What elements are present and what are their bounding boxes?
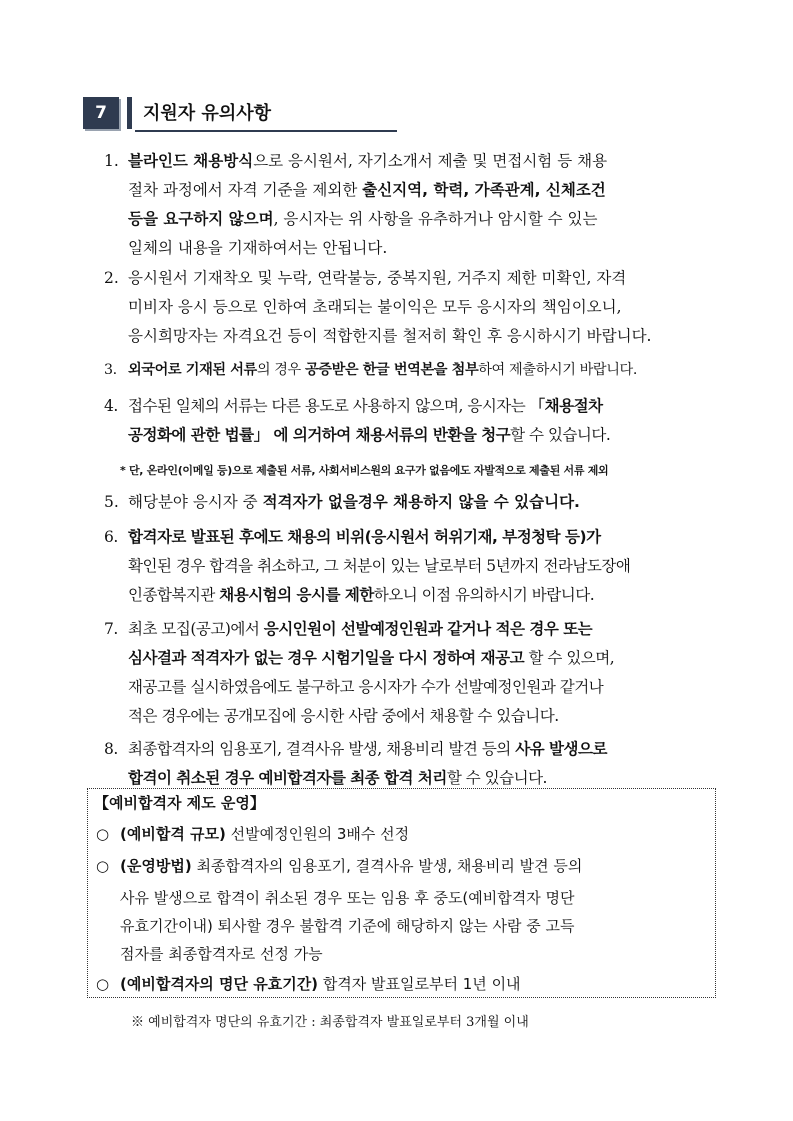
item-line xyxy=(104,147,724,176)
emphasis-text: 외국어로 기재된 서류 xyxy=(128,362,257,378)
item-line xyxy=(104,293,724,322)
item-line xyxy=(104,176,724,205)
item-line xyxy=(104,702,724,731)
body-text: 절차 과정에서 자격 기준을 제외한 xyxy=(128,181,363,199)
body-text: 하여 제출하시기 바랍니다. xyxy=(478,362,637,378)
item-line xyxy=(104,488,724,517)
item-line xyxy=(104,234,724,263)
body-text: 할 수 있습니다. xyxy=(446,769,547,787)
body-text: 선발예정인원의 3배수 선정 xyxy=(225,825,410,843)
notice-item-1 xyxy=(104,147,724,263)
notice-item-3 xyxy=(104,356,724,385)
emphasis-text: 채용시험의 응시를 제한 xyxy=(219,586,374,604)
item-number: 6. xyxy=(104,528,118,546)
validity-note: ※ 예비합격자 명단의 유효기간 : 최종합격자 발표일로부터 3개월 이내 xyxy=(131,1015,529,1030)
item-line xyxy=(104,523,724,552)
body-text: 해당분야 응시자 중 xyxy=(128,493,263,511)
bullet-circle-icon: ○ xyxy=(96,975,110,993)
notice-item-6 xyxy=(104,523,724,610)
body-text: 확인된 경우 합격을 취소하고, 그 처분이 있는 날로부터 5년까지 전라남도장애 xyxy=(128,557,631,575)
item-line xyxy=(104,205,724,234)
body-text: 재공고를 실시하였음에도 불구하고 응시자가 수가 선발예정인원과 같거나 xyxy=(128,678,604,696)
body-text: 접수된 일체의 서류는 다른 용도로 사용하지 않으며, 응시자는 xyxy=(128,397,530,415)
item-number: 1. xyxy=(104,152,119,170)
item-4-footnote: * 단, 온라인(이메일 등)으로 제출된 서류, 사회서비스원의 요구가 없음에도 자발적으로 제출된 서류 제외 xyxy=(120,464,609,477)
body-text: 최종합격자의 임용포기, 결격사유 발생, 채용비리 발견 등의 xyxy=(128,740,516,758)
item-line xyxy=(104,264,724,293)
notice-item-7 xyxy=(104,615,724,731)
body-text: 할 수 있습니다. xyxy=(510,426,611,444)
emphasis-text: 공증받은 한글 번역본을 첨부 xyxy=(304,362,479,378)
reserve-row-1 xyxy=(96,823,409,844)
section-number-badge: 7 xyxy=(83,97,119,129)
emphasis-text: (운영방법) xyxy=(120,857,192,875)
item-line xyxy=(104,644,724,673)
body-text: , 응시자는 위 사항을 유추하거나 암시할 수 있는 xyxy=(273,210,598,228)
item-number: 7. xyxy=(104,620,118,638)
section-title: 지원자 유의사항 xyxy=(143,103,271,124)
notice-item-4 xyxy=(104,392,724,450)
reserve-box-title: 【예비합격자 제도 운영】 xyxy=(94,794,265,812)
body-text: 최종합격자의 임용포기, 결격사유 발생, 채용비리 발견 등의 xyxy=(191,857,583,875)
emphasis-text: (예비합격 규모) xyxy=(120,825,226,843)
item-number: 8. xyxy=(104,740,118,758)
emphasis-text: 블라인드 채용방식 xyxy=(128,152,254,170)
body-text: 인종합복지관 xyxy=(128,586,220,604)
body-text: 점자를 최종합격자로 선정 가능 xyxy=(120,945,323,963)
emphasis-text: 「채용절차 xyxy=(529,397,603,415)
emphasis-text: 심사결과 적격자가 없는 경우 시험기일을 다시 정하여 재공고 xyxy=(128,649,525,667)
reserve-row-2-cont xyxy=(120,887,575,908)
notice-item-2 xyxy=(104,264,724,351)
reserve-applicant-box xyxy=(87,788,716,998)
item-line xyxy=(104,673,724,702)
emphasis-text: 공정화에 관한 법률」 에 의거하여 채용서류의 반환을 청구 xyxy=(128,426,511,444)
emphasis-text: (예비합격자의 명단 유효기간) xyxy=(120,975,319,993)
heading-bar xyxy=(127,97,132,129)
body-text: 사유 발생으로 합격이 취소된 경우 또는 임용 후 중도(예비합격자 명단 xyxy=(120,889,575,907)
item-line xyxy=(104,421,724,450)
item-line xyxy=(104,552,724,581)
body-text: 최초 모집(공고)에서 xyxy=(128,620,264,638)
emphasis-text: 합격이 취소된 경우 예비합격자를 최종 합격 처리 xyxy=(128,769,447,787)
bullet-circle-icon: ○ xyxy=(96,857,110,875)
body-text: 일체의 내용을 기재하여서는 안됩니다. xyxy=(128,239,388,257)
item-line xyxy=(104,322,724,351)
item-number: 5. xyxy=(104,493,119,511)
body-text: 적은 경우에는 공개모집에 응시한 사람 중에서 채용할 수 있습니다. xyxy=(128,707,559,725)
item-line xyxy=(104,581,724,610)
reserve-row-3 xyxy=(96,973,521,994)
notice-item-5 xyxy=(104,488,724,517)
item-number: 2. xyxy=(104,269,119,287)
body-text: 응시원서 기재착오 및 누락, 연락불능, 중복지원, 거주지 제한 미확인, 자격 xyxy=(128,269,627,287)
notice-item-8 xyxy=(104,735,724,793)
heading-underline xyxy=(135,130,397,132)
item-line xyxy=(104,615,724,644)
item-number: 4. xyxy=(104,397,118,415)
body-text: 으로 응시원서, 자기소개서 제출 및 면접시험 등 채용 xyxy=(253,152,608,170)
emphasis-text: 응시인원이 선발예정인원과 같거나 적은 경우 또는 xyxy=(263,620,593,638)
body-text: 할 수 있으며, xyxy=(524,649,615,667)
body-text: 미비자 응시 등으로 인하여 초래되는 불이익은 모두 응시자의 책임이오니, xyxy=(128,298,622,316)
reserve-row-2-cont xyxy=(120,915,575,936)
reserve-row-2-cont xyxy=(120,943,323,964)
item-line xyxy=(104,356,724,385)
emphasis-text: 사유 발생으로 xyxy=(515,740,607,758)
body-text: 하오니 이점 유의하시기 바랍니다. xyxy=(373,586,595,604)
item-number: 3. xyxy=(104,362,117,378)
reserve-row-2 xyxy=(96,855,582,876)
bullet-circle-icon: ○ xyxy=(96,825,110,843)
emphasis-text: 합격자로 발표된 후에도 채용의 비위(응시원서 허위기재, 부정청탁 등)가 xyxy=(128,528,601,546)
item-line xyxy=(104,735,724,764)
body-text: 유효기간이내) 퇴사할 경우 불합격 기준에 해당하지 않는 사람 중 고득 xyxy=(120,917,575,935)
emphasis-text: 출신지역, 학력, 가족관계, 신체조건 xyxy=(362,181,606,199)
body-text: 의 경우 xyxy=(256,362,305,378)
body-text: 합격자 발표일로부터 1년 이내 xyxy=(318,975,521,993)
body-text: 응시희망자는 자격요건 등이 적합한지를 철저히 확인 후 응시하시기 바랍니다. xyxy=(128,327,652,345)
emphasis-text: 등을 요구하지 않으며 xyxy=(128,210,274,228)
emphasis-text: 적격자가 없을경우 채용하지 않을 수 있습니다. xyxy=(262,493,580,511)
item-line xyxy=(104,392,724,421)
